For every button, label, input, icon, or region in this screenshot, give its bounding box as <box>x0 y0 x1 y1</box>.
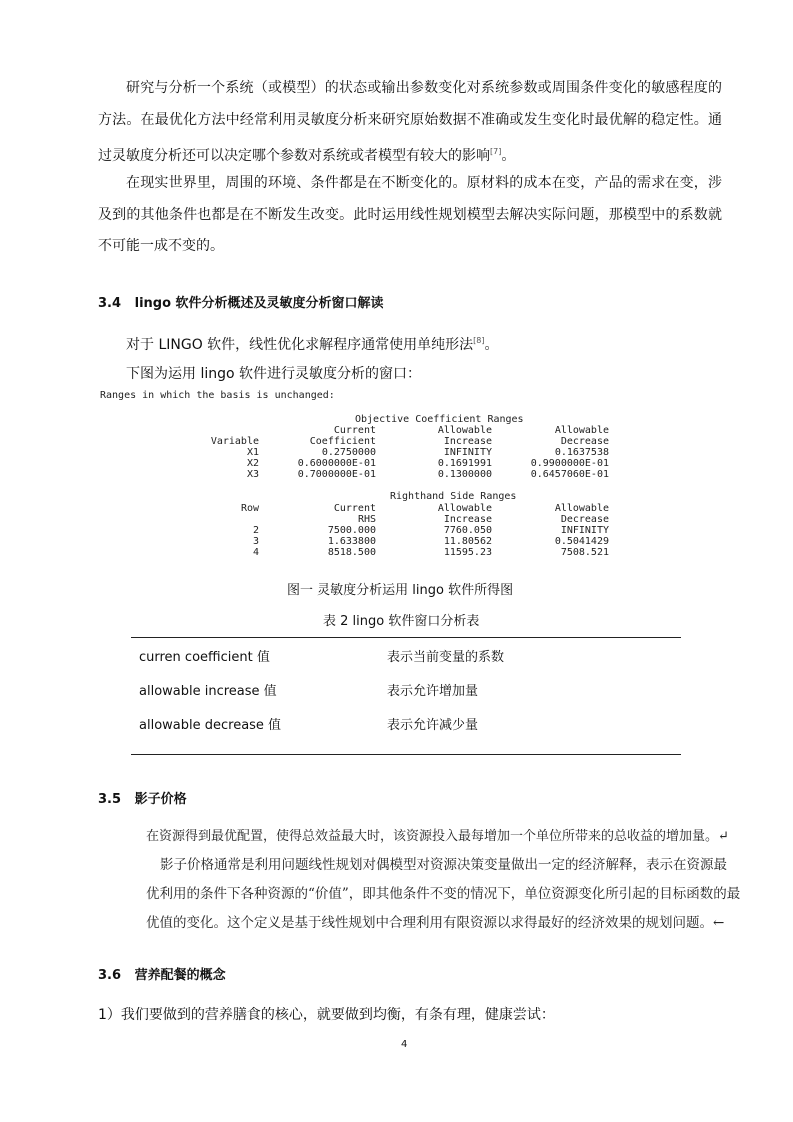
lingo-cell: 11595.23 <box>443 547 492 558</box>
lingo-cell: 0.5041429 <box>554 536 609 547</box>
lingo-cell: Coefficient <box>309 436 376 447</box>
table-cell: allowable decrease 值 <box>131 706 379 755</box>
lingo-cell: INFINITY <box>560 525 609 536</box>
citation-ref: [7] <box>490 147 502 156</box>
lingo-cell: Allowable <box>554 425 609 436</box>
lingo-cell: 1.633800 <box>327 536 376 547</box>
table-caption: 表 2 lingo 软件窗口分析表 <box>323 614 480 629</box>
table-row <box>131 672 681 706</box>
lingo-cell: Allowable <box>437 503 492 514</box>
lingo-cell: Allowable <box>437 425 492 436</box>
obj-ranges-title: Objective Coefficient Ranges <box>355 414 524 425</box>
lingo-cell: 8518.500 <box>327 547 376 558</box>
s35-line-2: 影子价格通常是利用问题线性规划对偶模型对资源决策变量做出一定的经济解释，表示在资源最 <box>160 857 727 873</box>
page-number: 4 <box>401 1039 408 1050</box>
lingo-cell: X3 <box>246 469 259 480</box>
lingo-analysis-table <box>131 637 681 755</box>
lingo-cell: 0.2750000 <box>321 447 376 458</box>
lingo-cell: Decrease <box>560 514 609 525</box>
lingo-cell: Current <box>333 503 376 514</box>
lingo-cell: Current <box>333 425 376 436</box>
lingo-cell: Row <box>240 503 259 514</box>
table-cell: 表示允许减少量 <box>379 706 681 755</box>
section-heading-3-6: 3.6 营养配餐的概念 <box>98 968 226 983</box>
table-row <box>131 706 681 755</box>
lingo-cell: Allowable <box>554 503 609 514</box>
lingo-cell: 0.1300000 <box>437 469 492 480</box>
citation-ref: [8] <box>473 336 485 345</box>
lingo-cell: 0.1637538 <box>554 447 609 458</box>
lingo-cell: 7500.000 <box>327 525 376 536</box>
s35-line-1: 在资源得到最优配置，使得总效益最大时，该资源投入最每增加一个单位所带来的总收益的增加量。↵ <box>146 829 729 844</box>
section-heading-3-4: 3.4 lingo 软件分析概述及灵敏度分析窗口解读 <box>98 296 384 311</box>
lingo-cell: 0.9900000E-01 <box>530 458 609 469</box>
lingo-cell: 0.7000000E-01 <box>297 469 376 480</box>
table-row <box>131 638 681 673</box>
s35-line-4: 优值的变化。这个定义是基于线性规划中合理利用有限资源以求得最好的经济效果的规划问题。← <box>146 915 725 931</box>
lingo-header: Ranges in which the basis is unchanged: <box>100 390 335 401</box>
lingo-cell: 7508.521 <box>560 547 609 558</box>
intro-paragraph-2: 在现实世界里，周围的环境、条件都是在不断变化的。原材料的成本在变，产品的需求在变，涉及到的其他条件也都是在不断发生改变。此时运用线性规划模型去解决实际问题，那模型中的系数就不可能一成不变的。 <box>98 175 722 254</box>
lingo-cell: 0.6457060E-01 <box>530 469 609 480</box>
lingo-cell: 0.1691991 <box>437 458 492 469</box>
lingo-cell: RHS <box>357 514 376 525</box>
table-cell: 表示允许增加量 <box>387 683 479 699</box>
lingo-cell: 11.80562 <box>443 536 492 547</box>
lingo-cell: Increase <box>443 436 492 447</box>
s34-line-2: 下图为运用 lingo 软件进行灵敏度分析的窗口： <box>126 366 422 382</box>
s36-line-1: 1）我们要做到的营养膳食的核心，就要做到均衡，有条有理，健康尝试： <box>98 1007 555 1023</box>
s35-line-3: 优利用的条件下各种资源的“价值”，即其他条件不变的情况下，单位资源变化所引起的目标函数的最 <box>146 886 741 902</box>
lingo-cell: Increase <box>443 514 492 525</box>
figure-caption: 图一 灵敏度分析运用 lingo 软件所得图 <box>287 583 514 598</box>
rhs-ranges-title: Righthand Side Ranges <box>390 491 517 502</box>
lingo-cell: INFINITY <box>443 447 492 458</box>
lingo-cell: 7760.050 <box>443 525 492 536</box>
table-cell: 表示当前变量的系数 <box>379 638 681 673</box>
s34-line-1: 对于 LINGO 软件，线性优化求解程序通常使用单纯形法[8]。 <box>126 336 499 353</box>
lingo-cell: 0.6000000E-01 <box>297 458 376 469</box>
lingo-cell: Variable <box>210 436 259 447</box>
intro-paragraph-1: 研究与分析一个系统（或模型）的状态或输出参数变化对系统参数或周围条件变化的敏感程度的方法。在最优化方法中经常利用灵敏度分析来研究原始数据不准确或发生变化时最优解的稳定性。通过灵敏度分析还可以决定哪个参数对系统或者模型有较大的影响[7]。 <box>98 80 722 164</box>
lingo-cell: 3 <box>252 536 259 547</box>
lingo-cell: X1 <box>246 447 259 458</box>
lingo-cell: 4 <box>252 547 259 558</box>
lingo-cell: 2 <box>252 525 259 536</box>
section-heading-3-5: 3.5 影子价格 <box>98 792 187 807</box>
table-cell: curren coefficient 值 <box>131 638 379 673</box>
table-cell: allowable increase 值 <box>139 683 277 699</box>
lingo-cell: Decrease <box>560 436 609 447</box>
lingo-cell: X2 <box>246 458 259 469</box>
